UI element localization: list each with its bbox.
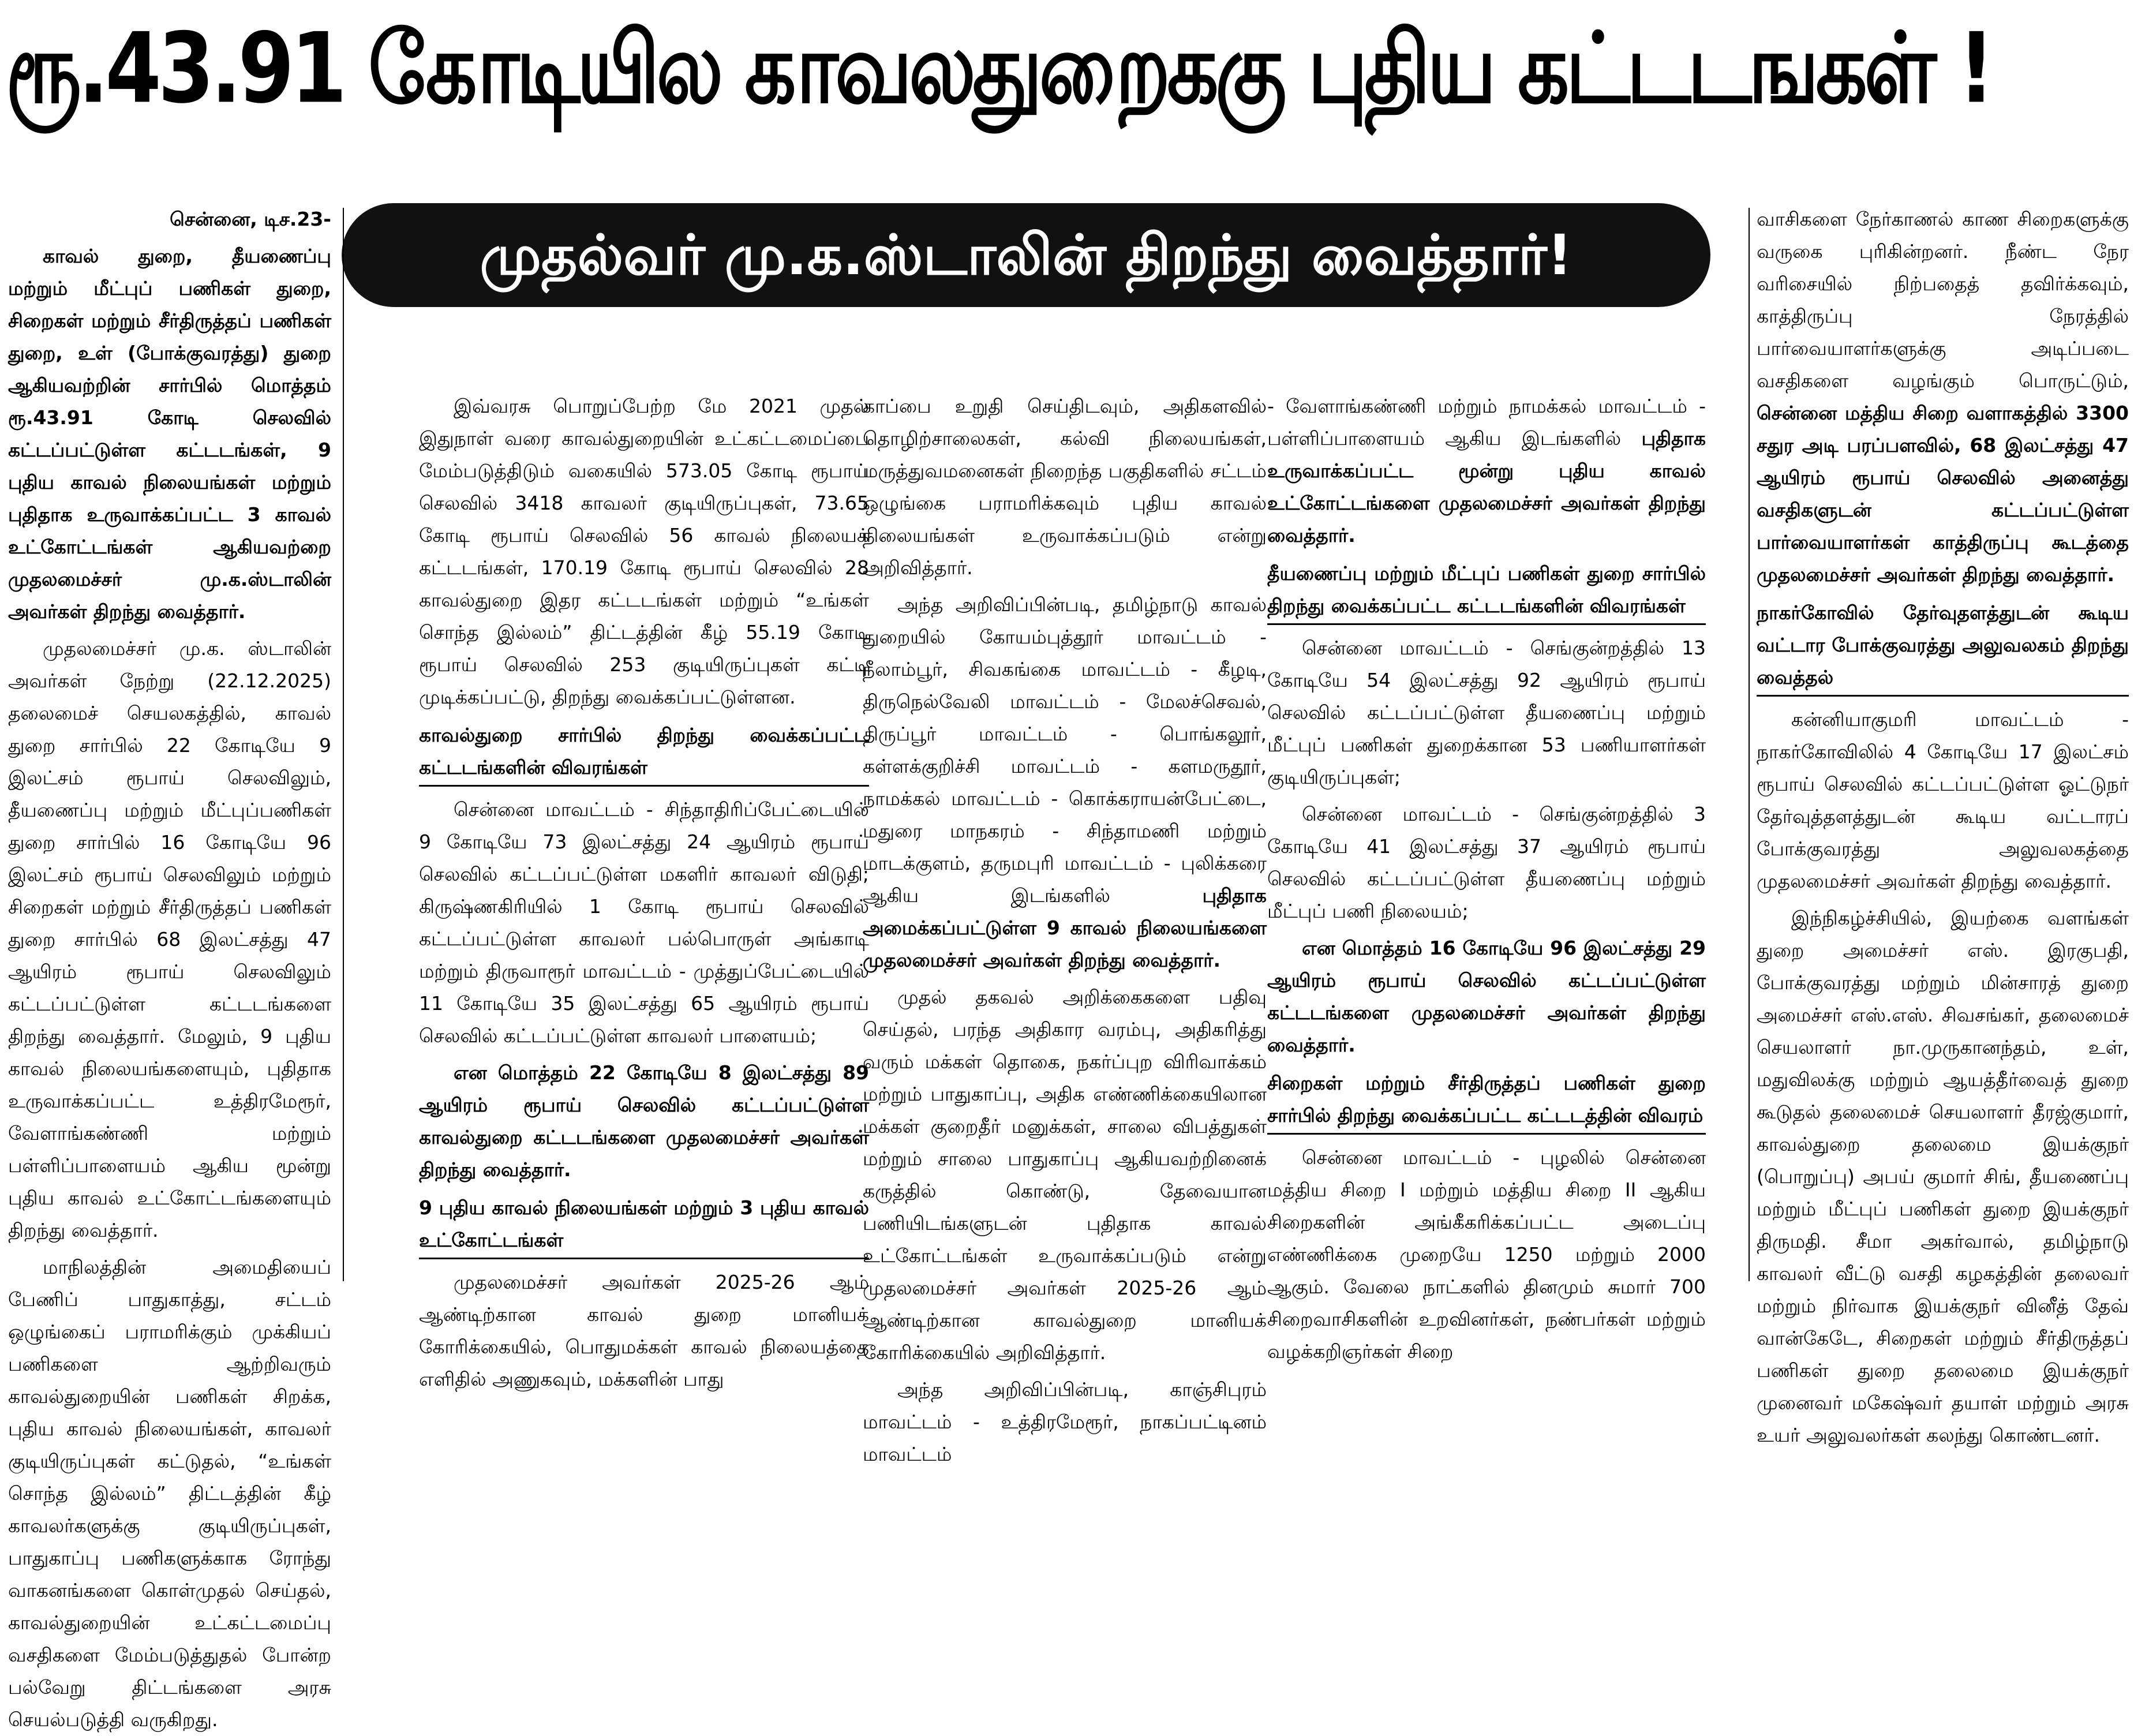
column-divider bbox=[1749, 208, 1750, 1281]
article-paragraph: சென்னை மாவட்டம் - புழலில் சென்னை மத்திய சிறை I மற்றும் மத்திய சிறை II ஆகிய சிறைகளின் அங்கீகரிக்கப்பட்ட அடைப்பு எண்ணிக்கை முறையே 1250 மற்றும் 2000 ஆகும். வேலை நாட்களில் தினமும் சுமார் 700 சிறைவாசிகளின் உறவினர்கள், நண்பர்கள் மற்றும் வழக்கறிஞர்கள் சிறை bbox=[1267, 1146, 1706, 1363]
article-paragraph: இந்நிகழ்ச்சியில், இயற்கை வளங்கள் துறை அமைச்சர் எஸ். இரகுபதி, போக்குவரத்து மற்றும் மின்சாரத் துறை அமைச்சர் எஸ்.எஸ். சிவசங்கர், தலைமைச் செயலாளர் நா.முருகானந்தம், உள், மதுவிலக்கு மற்றும் ஆயத்தீர்வைத் துறை கூடுதல் தலைமைச் செயலாளர் தீரஜ்குமார், காவல்துறை தலைமை இயக்குநர் (பொறுப்பு) அபய் குமார் சிங், தீயணைப்பு மற்றும் மீட்புப் பணிகள் துறை இயக்குநர் திருமதி. சீமா அகர்வால், தமிழ்நாடு காவலர் வீட்டு வசதி கழகத்தின் தலைவர் மற்றும் நிர்வாக இயக்குநர் வினீத் தேவ் வான்கேடே, சிறைகள் மற்றும் சீர்திருத்தப் பணிகள் துறை தலைமை இயக்குநர் முனைவர் மகேஷ்வர் தயாள் மற்றும் அரசு உயர் அலுவலர்கள் கலந்து கொண்டனர். bbox=[1757, 907, 2129, 1446]
article-paragraph: மாநிலத்தின் அமைதியைப் பேணிப் பாதுகாத்து, சட்டம் ஒழுங்கைப் பராமரிக்கும் முக்கியப் பணிகளை ஆற்றிவரும் காவல்துறையின் பணிகள் சிறக்க, புதிய காவல் நிலையங்கள், காவலர் குடியிருப்புகள் கட்டுதல், “உங்கள் சொந்த இல்லம்” திட்டத்தின் கீழ் காவலர்களுக்கு குடியிருப்புகள், பாதுகாப்பு பணிகளுக்காக ரோந்து வாகனங்களை கொள்முதல் செய்தல், காவல்துறையின் உட்கட்டமைப்பு வசதிகளை மேம்படுத்துதல் போன்ற பல்வேறு திட்டங்களை அரசு செயல்படுத்தி வருகிறது. bbox=[8, 1256, 331, 1731]
article-text: அந்த அறிவிப்பின்படி, தமிழ்நாடு காவல் துறையில் கோயம்புத்தூர் மாவட்டம் - நீலாம்பூர், சிவகங்கை மாவட்டம் - கீழடி, திருநெல்வேலி மாவட்டம் - மேலச்செவல், திருப்பூர் மாவட்டம் - பொங்கலூர், கள்ளக்குறிச்சி மாவட்டம் - களமருதூர், நாமக்கல் மாவட்டம் - கொக்கராயன்பேட்டை, மதுரை மாநகரம் - சிந்தாமணி மற்றும் மாடக்குளம், தருமபுரி மாவட்டம் - புலிக்கரை ஆகிய இடங்களில் bbox=[863, 593, 1267, 907]
article-column-1 bbox=[8, 203, 331, 1731]
article-paragraph: சென்னை மாவட்டம் - சிந்தாதிரிப்பேட்டையில் 9 கோடியே 73 இலட்சத்து 24 ஆயிரம் ரூபாய் செலவில் கட்டப்பட்டுள்ள மகளிர் காவலர் விடுதி; கிருஷ்ணகிரியில் 1 கோடி ரூபாய் செலவில் கட்டப்பட்டுள்ள காவலர் பல்பொருள் அங்காடி மற்றும் திருவாரூர் மாவட்டம் - முத்துப்பேட்டையில் 11 கோடியே 35 இலட்சத்து 65 ஆயிரம் ரூபாய் செலவில் கட்டப்பட்டுள்ள காவலர் பாளையம்; bbox=[419, 798, 869, 1047]
article-column-2 bbox=[419, 390, 869, 1390]
article-paragraph bbox=[863, 589, 1267, 976]
headline: ரூ.43.91 கோடியில காவலதுறைககு புதிய கட்டடஙகள் ! bbox=[6, 12, 1991, 126]
subheadline-banner: முதல்வர் மு.க.ஸ்டாலின் திறந்து வைத்தார்! bbox=[342, 203, 1710, 307]
article-paragraph: கன்னியாகுமரி மாவட்டம் - நாகர்கோவிலில் 4 கோடியே 17 இலட்சம் ரூபாய் செலவில் கட்டப்பட்டுள்ள ஓட்டுநர் தேர்வுத்தளத்துடன் கூடிய வட்டாரப் போக்குவரத்து அலுவலகத்தை முதலமைச்சர் அவர்கள் திறந்து வைத்தார். bbox=[1757, 708, 2129, 892]
dateline: சென்னை, டிச.23- bbox=[170, 208, 331, 230]
article-column-4 bbox=[1267, 390, 1706, 1363]
article-paragraph: சென்னை மாவட்டம் - செங்குன்றத்தில் 3 கோடியே 41 இலட்சத்து 37 ஆயிரம் ரூபாய் செலவில் கட்டப்பட்டுள்ள தீயணைப்பு மற்றும் மீட்புப் பணி நிலையம்; bbox=[1267, 803, 1706, 922]
article-text-bold: சென்னை மத்திய சிறை வளாகத்தில் 3300 சதுர அடி பரப்பளவில், 68 இலட்சத்து 47 ஆயிரம் ரூபாய் செலவில் அனைத்து வசதிகளுடன் கட்டப்பட்டுள்ள பார்வையாளர்கள் காத்திருப்பு கூடத்தை முதலமைச்சர் அவர்கள் திறந்து வைத்தார். bbox=[1757, 402, 2129, 586]
article-paragraph: முதலமைச்சர் மு.க. ஸ்டாலின் அவர்கள் நேற்று (22.12.2025) தலைமைச் செயலகத்தில், காவல் துறை சார்பில் 22 கோடியே 9 இலட்சம் ரூபாய் செலவிலும், தீயணைப்பு மற்றும் மீட்புப்பணிகள் துறை சார்பில் 16 கோடியே 96 இலட்சம் ரூபாய் செலவிலும் மற்றும் சிறைகள் மற்றும் சீர்திருத்தப் பணிகள் துறை சார்பில் 68 இலட்சத்து 47 ஆயிரம் ரூபாய் செலவிலும் கட்டப்பட்டுள்ள கட்டடங்களை திறந்து வைத்தார். மேலும், 9 புதிய காவல் நிலையங்களையும், புதிதாக உருவாக்கப்பட்ட உத்திரமேரூர், வேளாங்கண்ணி மற்றும் பள்ளிப்பாளையம் ஆகிய மூன்று புதிய காவல் உட்கோட்டங்களையும் திறந்து வைத்தார். bbox=[8, 637, 331, 1241]
section-heading: தீயணைப்பு மற்றும் மீட்புப் பணிகள் துறை சார்பில் திறந்து வைக்கப்பட்ட கட்டடங்களின் விவரங்கள் bbox=[1267, 558, 1706, 625]
article-text-bold: புதிதாக உருவாக்கப்பட்ட மூன்று புதிய காவல் உட்கோட்டங்களை முதலமைச்சர் அவர்கள் திறந்து வைத்தார். bbox=[1267, 427, 1706, 547]
article-paragraph: முதல் தகவல் அறிக்கைகளை பதிவு செய்தல், பரந்த அதிகார வரம்பு, அதிகரித்து வரும் மக்கள் தொகை, நகர்ப்புற விரிவாக்கம் மற்றும் பாதுகாப்பு, அதிக எண்ணிக்கையிலான மக்கள் குறைதீர் மனுக்கள், சாலை விபத்துகள் மற்றும் சாலை பாதுகாப்பு ஆகியவற்றினைக் கருத்தில் கொண்டு, தேவையான பணியிடங்களுடன் புதிதாக காவல் உட்கோட்டங்கள் உருவாக்கப்படும் என்று முதலமைச்சர் அவர்கள் 2025-26 ஆம் ஆண்டிற்கான காவல்துறை மானியக் கோரிக்கையில் அறிவித்தார். bbox=[863, 986, 1267, 1364]
article-paragraph: சென்னை மாவட்டம் - செங்குன்றத்தில் 13 கோடியே 54 இலட்சத்து 92 ஆயிரம் ரூபாய் செலவில் கட்டப்பட்டுள்ள தீயணைப்பு மற்றும் மீட்புப் பணிகள் துறைக்கான 53 பணியாளர்கள் குடியிருப்புகள்; bbox=[1267, 637, 1706, 788]
article-paragraph bbox=[1757, 203, 2129, 591]
section-heading: காவல்துறை சார்பில் திறந்து வைக்கப்பட்ட கட்டடங்களின் விவரங்கள் bbox=[419, 719, 869, 787]
article-text: - வேளாங்கண்ணி மற்றும் நாமக்கல் மாவட்டம் - பள்ளிப்பாளையம் ஆகிய இடங்களில் bbox=[1267, 395, 1706, 450]
section-heading: நாகர்கோவில் தேர்வுதளத்துடன் கூடிய வட்டார போக்குவரத்து அலுவலகம் திறந்து வைத்தல் bbox=[1757, 597, 2129, 697]
article-paragraph: முதலமைச்சர் அவர்கள் 2025-26 ஆம் ஆண்டிற்கான காவல் துறை மானியக் கோரிக்கையில், பொதுமக்கள் காவல் நிலையத்தை எளிதில் அணுகவும், மக்களின் பாது bbox=[419, 1271, 869, 1390]
article-paragraph-bold: என மொத்தம் 16 கோடியே 96 இலட்சத்து 29 ஆயிரம் ரூபாய் செலவில் கட்டப்பட்டுள்ள கட்டடங்களை முதலமைச்சர் அவர்கள் திறந்து வைத்தார். bbox=[1267, 937, 1706, 1056]
article-paragraph: காப்பை உறுதி செய்திடவும், அதிகளவில் தொழிற்சாலைகள், கல்வி நிலையங்கள், மருத்துவமனைகள் நிறைந்த பகுதிகளில் சட்டம் ஒழுங்கை பராமரிக்கவும் புதிய காவல் நிலையங்கள் உருவாக்கப்படும் என்று அறிவித்தார். bbox=[863, 395, 1267, 579]
article-paragraph-bold: என மொத்தம் 22 கோடியே 8 இலட்சத்து 89 ஆயிரம் ரூபாய் செலவில் கட்டப்பட்டுள்ள காவல்துறை கட்டடங்களை முதலமைச்சர் அவர்கள் திறந்து வைத்தார். bbox=[419, 1061, 869, 1181]
article-column-3 bbox=[863, 390, 1267, 1465]
article-column-5 bbox=[1757, 203, 2129, 1446]
article-paragraph: இவ்வரசு பொறுப்பேற்ற மே 2021 முதல் இதுநாள் வரை காவல்துறையின் உட்கட்டமைப்பை மேம்படுத்திடும் வகையில் 573.05 கோடி ரூபாய் செலவில் 3418 காவலர் குடியிருப்புகள், 73.65 கோடி ரூபாய் செலவில் 56 காவல் நிலையக் கட்டடங்கள், 170.19 கோடி ரூபாய் செலவில் 28 காவல்துறை இதர கட்டடங்கள் மற்றும் “உங்கள் சொந்த இல்லம்” திட்டத்தின் கீழ் 55.19 கோடி ரூபாய் செலவில் 253 குடியிருப்புகள் கட்டி முடிக்கப்பட்டு, திறந்து வைக்கப்பட்டுள்ளன. bbox=[419, 395, 869, 708]
section-heading: 9 புதிய காவல் நிலையங்கள் மற்றும் 3 புதிய காவல் உட்கோட்டங்கள் bbox=[419, 1192, 869, 1259]
column-divider bbox=[343, 208, 344, 1281]
article-text: வாசிகளை நேர்காணல் காண சிறைகளுக்கு வருகை புரிகின்றனர். நீண்ட நேர வரிசையில் நிற்பதைத் தவிர்க்கவும், காத்திருப்பு நேரத்தில் பார்வையாளர்களுக்கு அடிப்படை வசதிகளை வழங்கும் பொருட்டும், bbox=[1757, 208, 2129, 392]
article-intro: காவல் துறை, தீயணைப்பு மற்றும் மீட்புப் பணிகள் துறை, சிறைகள் மற்றும் சீர்திருத்தப் பணிகள் துறை, உள் (போக்குவரத்து) துறை ஆகியவற்றின் சார்பில் மொத்தம் ரூ.43.91 கோடி செலவில் கட்டப்பட்டுள்ள கட்டடங்கள், 9 புதிய காவல் நிலையங்கள் மற்றும் புதிதாக உருவாக்கப்பட்ட 3 காவல் உட்கோட்டங்கள் ஆகியவற்றை முதலமைச்சர் மு.க.ஸ்டாலின் அவர்கள் திறந்து வைத்தார். bbox=[8, 245, 331, 623]
article-text-bold: புதிதாக அமைக்கப்பட்டுள்ள 9 காவல் நிலையங்களை முதலமைச்சர் அவர்கள் திறந்து வைத்தார். bbox=[863, 884, 1267, 971]
article-paragraph bbox=[1267, 390, 1706, 552]
article-paragraph: அந்த அறிவிப்பின்படி, காஞ்சிபுரம் மாவட்டம் - உத்திரமேரூர், நாகப்பட்டினம் மாவட்டம் bbox=[863, 1378, 1267, 1465]
section-heading: சிறைகள் மற்றும் சீர்திருத்தப் பணிகள் துறை சார்பில் திறந்து வைக்கப்பட்ட கட்டடத்தின் விவரம் bbox=[1267, 1067, 1706, 1135]
